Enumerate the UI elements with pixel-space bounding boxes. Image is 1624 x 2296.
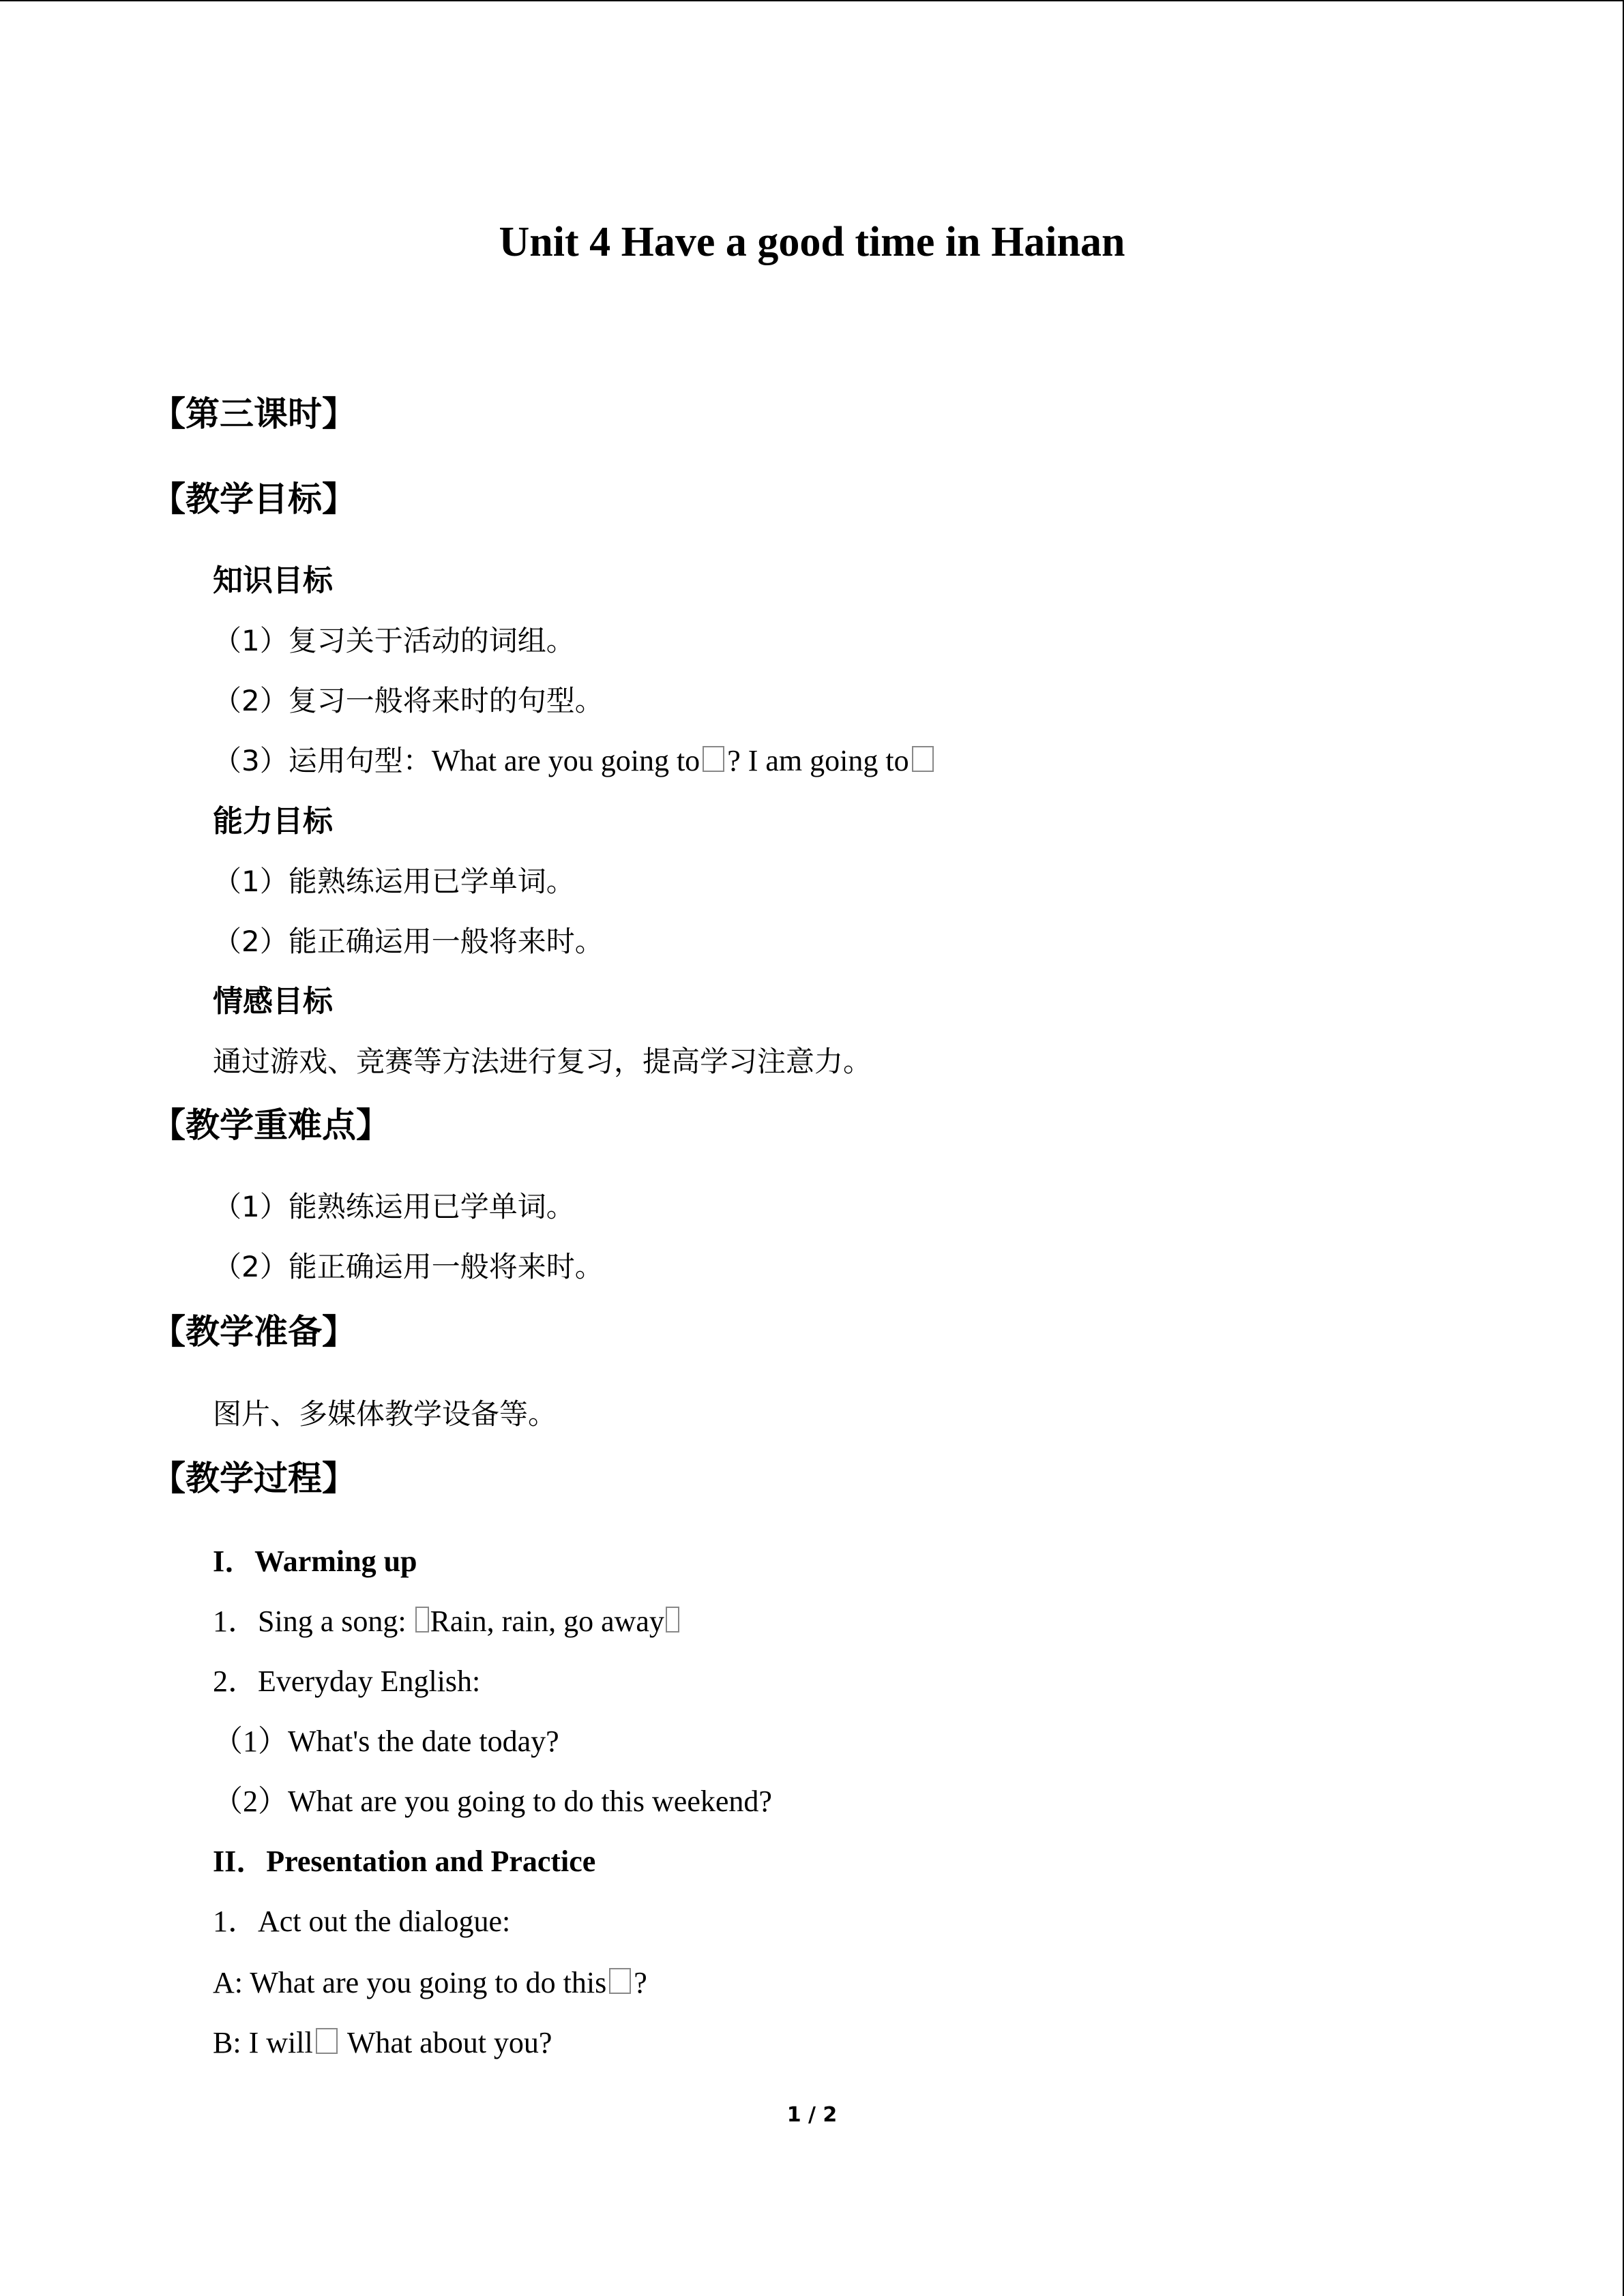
presentation-heading: II．Presentation and Practice [213, 1845, 596, 1878]
everyday-english-line: 2．Everyday English: [213, 1665, 481, 1698]
blank-box-icon [912, 746, 934, 772]
dialogue-a-suffix: ? [634, 1966, 647, 1999]
dialogue-line-b [213, 2023, 552, 2063]
page-number: 1 / 2 [786, 2103, 838, 2127]
ability-item-1: （1）能熟练运用已学单词。 [213, 865, 575, 898]
dialogue-a-prefix: A: What are you going to do this [213, 1966, 607, 1999]
key-points-heading: 【教学重难点】 [151, 1105, 390, 1145]
preparation-heading: 【教学准备】 [151, 1312, 356, 1352]
knowledge-objectives-heading: 知识目标 [213, 563, 333, 598]
key-point-item-2: （2）能正确运用一般将来时。 [213, 1250, 604, 1283]
sing-song-line [213, 1601, 681, 1642]
knowledge-item-3-text-a: What are you going to [431, 744, 700, 777]
blank-box-icon [703, 746, 724, 772]
document-title: Unit 4 Have a good time in Hainan [499, 219, 1125, 265]
quote-box-icon [415, 1607, 429, 1632]
ability-objectives-heading: 能力目标 [213, 804, 333, 839]
preparation-text: 图片、多媒体教学设备等。 [213, 1397, 557, 1431]
knowledge-item-1: （1）复习关于活动的词组。 [213, 624, 575, 657]
objectives-heading: 【教学目标】 [151, 479, 356, 519]
act-out-line: 1．Act out the dialogue: [213, 1905, 511, 1938]
knowledge-item-2: （2）复习一般将来时的句型。 [213, 684, 604, 717]
everyday-question-2: （2）What are you going to do this weekend? [213, 1785, 772, 1818]
blank-box-icon [609, 1968, 631, 1994]
quote-box-icon [666, 1607, 679, 1632]
knowledge-item-3-text-b: ? I am going to [727, 744, 909, 777]
warming-up-heading: I．Warming up [213, 1545, 417, 1578]
emotion-objective-text: 通过游戏、竞赛等方法进行复习，提高学习注意力。 [213, 1045, 872, 1078]
process-heading: 【教学过程】 [151, 1459, 356, 1498]
dialogue-b-suffix: What about you? [340, 2026, 552, 2059]
knowledge-item-3-prefix: （3）运用句型： [213, 744, 432, 777]
song-title: Rain, rain, go away [430, 1605, 664, 1638]
ability-item-2: （2）能正确运用一般将来时。 [213, 925, 604, 958]
emotion-objectives-heading: 情感目标 [213, 984, 333, 1019]
blank-box-icon [316, 2028, 338, 2054]
sing-song-prefix: 1．Sing a song: [213, 1605, 414, 1638]
period-heading: 【第三课时】 [151, 394, 356, 434]
dialogue-line-a [213, 1963, 647, 2003]
dialogue-b-prefix: B: I will [213, 2026, 313, 2059]
knowledge-item-3 [213, 741, 936, 781]
key-point-item-1: （1）能熟练运用已学单词。 [213, 1190, 575, 1223]
everyday-question-1: （1）What's the date today? [213, 1725, 559, 1758]
